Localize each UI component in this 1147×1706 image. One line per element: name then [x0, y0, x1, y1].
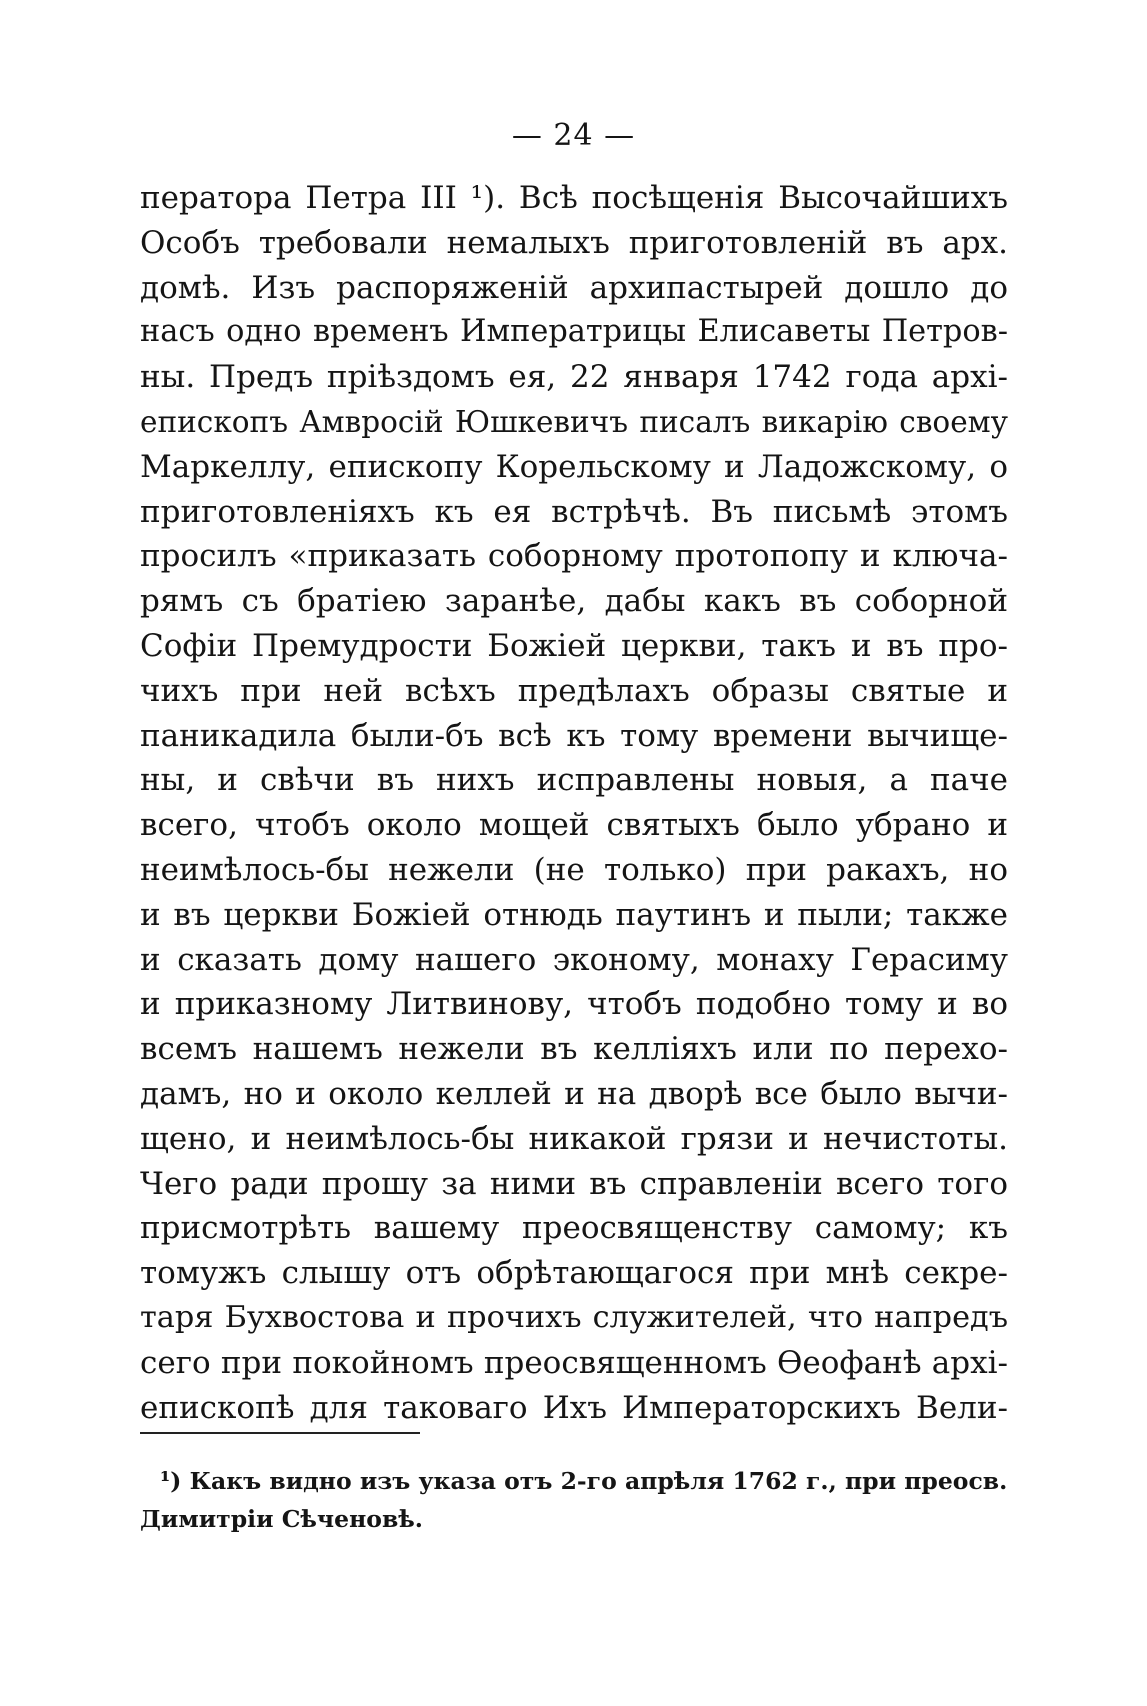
text-line: дамъ, но и около келлей и на дворѣ все было вычи- — [140, 1075, 1008, 1112]
text-line: ны. Предъ пріѣздомъ ея, 22 января 1742 года архі- — [140, 359, 1008, 396]
body-text — [140, 176, 1008, 1430]
text-line: таря Бухвостова и прочихъ служителей, что напредъ — [140, 1299, 1008, 1335]
footnote — [140, 1462, 1008, 1538]
text-line: просилъ «приказать соборному протопопу и ключа- — [140, 538, 1008, 575]
text-line: присмотрѣть вашему преосвященству самому; къ — [140, 1210, 1008, 1247]
page-number: — 24 — — [511, 118, 636, 153]
text-line: приготовленіяхъ къ ея встрѣчѣ. Въ письмѣ этомъ — [140, 493, 1008, 530]
text-line: ператора Петра III ¹). Всѣ посѣщенія Высочайшихъ — [140, 180, 1008, 216]
text-line: домѣ. Изъ распоряженій архипастырей дошло до — [140, 269, 1008, 306]
text-line: паникадила были-бъ всѣ къ тому времени вычищe- — [140, 717, 1008, 754]
text-line: томужъ слышу отъ обрѣтающагося при мнѣ секре- — [140, 1255, 1008, 1292]
text-line: Софіи Премудрости Божіей церкви, такъ и въ про- — [140, 627, 1008, 664]
text-line: епископъ Амвросій Юшкевичъ писалъ викарію своему — [140, 404, 1008, 439]
text-line: Маркеллу, епископу Корельскому и Ладожскому, о — [140, 448, 1008, 485]
text-line: Особъ требовали немалыхъ приготовленій въ арх. — [140, 224, 1008, 261]
text-line: Чего ради прошу за ними въ справленіи всего того — [140, 1165, 1008, 1202]
text-line: неимѣлось-бы нежели (не только) при ракахъ, но — [140, 851, 1008, 888]
text-line: и въ церкви Божіей отнюдь паутинъ и пыли; также — [140, 896, 1008, 933]
text-line: всего, чтобъ около мощей святыхъ было убрано и — [140, 807, 1008, 844]
text-line: сего при покойномъ преосвященномъ Ѳеофанѣ архі- — [140, 1344, 1008, 1381]
text-line: чихъ при ней всѣхъ предѣлахъ образы святые и — [140, 672, 1008, 709]
footnote-line: ¹) Какъ видно изъ указа отъ 2-го апрѣля 1762 г., при преосв. — [160, 1467, 1008, 1495]
text-line: рямъ съ братіею заранѣе, дабы какъ въ соборной — [140, 583, 1008, 620]
footnote-line: Димитріи Сѣченовѣ. — [140, 1505, 423, 1533]
text-line: и приказному Литвинову, чтобъ подобно тому и во — [140, 986, 1008, 1023]
footnote-separator — [140, 1432, 420, 1434]
text-line: щено, и неимѣлось-бы никакой грязи и нечистоты. — [140, 1120, 1008, 1157]
text-line: всемъ нашемъ нежели въ келліяхъ или по перехо- — [140, 1031, 1008, 1068]
text-line: ны, и свѣчи въ нихъ исправлены новыя, а паче — [140, 762, 1008, 799]
text-line: и сказать дому нашего эконому, монаху Герасиму — [140, 941, 1008, 978]
text-line: епископѣ для таковаго Ихъ Императорскихъ Вели- — [140, 1389, 1008, 1426]
text-line: насъ одно временъ Императрицы Елисаветы Петров- — [140, 314, 1008, 350]
